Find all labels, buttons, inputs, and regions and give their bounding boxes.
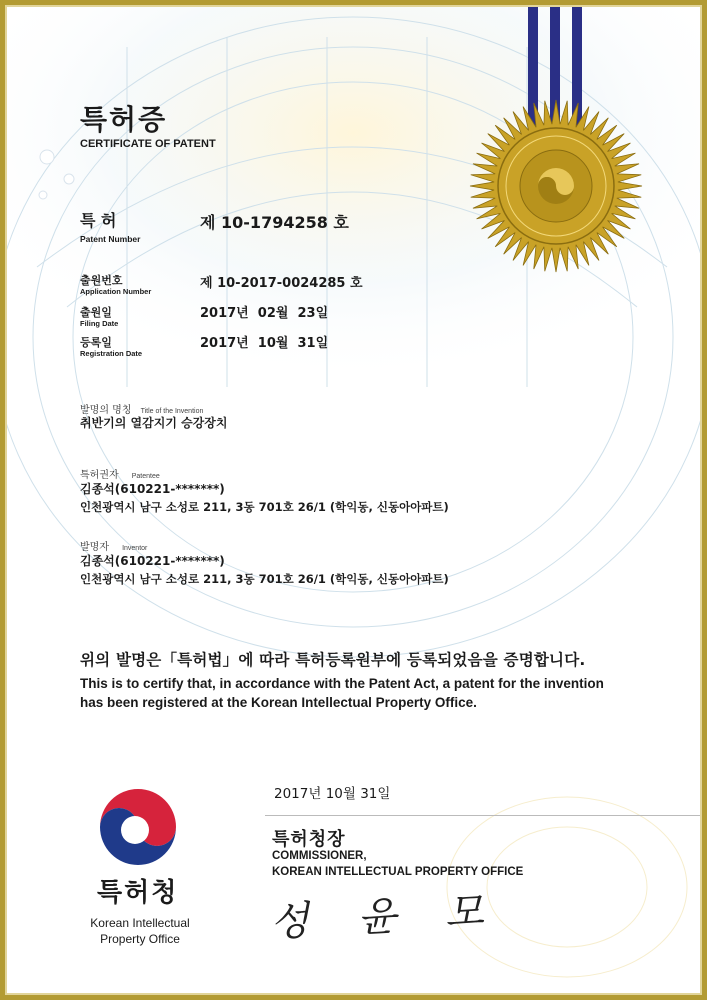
filing-date-label-ko: 출원일 [80,306,112,319]
patent-number-value: 제 10-1794258 호 [200,213,349,232]
commissioner-signature: 성 윤 모 [269,887,503,947]
registration-date-label-en: Registration Date [80,349,143,358]
registration-date-label-ko: 등록일 [80,336,112,349]
commissioner-title-en2: KOREAN INTELLECTUAL PROPERTY OFFICE [272,866,524,878]
filing-date-label-en: Filing Date [80,319,119,328]
certificate-title-ko: 특허증 [80,103,168,136]
patentee-name: 김종석(610221-*******) [80,482,225,496]
certificate-title-en: CERTIFICATE OF PATENT [80,138,216,150]
statement-en-line1: This is to certify that, in accordance with the Patent Act, a patent for the invention [80,676,604,691]
inventor-address: 인천광역시 남구 소성로 211, 3동 701호 26/1 (학익동, 신동아아파트) [80,572,449,586]
inventor-name: 김종석(610221-*******) [80,554,225,568]
patent-number-label-en: Patent Number [80,234,141,244]
inventor-label-ko: 발명자 [80,542,109,553]
application-label-ko: 출원번호 [80,274,123,287]
commissioner-title-ko: 특허청장 [272,829,346,850]
date-rule [265,815,700,816]
application-value: 제 10-2017-0024285 호 [200,276,363,291]
invention-label-ko: 발명의 명칭 [80,405,132,416]
registration-date-value: 2017년 10월 31일 [200,336,329,351]
kipo-name-ko: 특허청 [97,878,179,908]
inventor-label-en: Inventor [122,545,148,552]
filing-date-value: 2017년 02월 23일 [200,306,329,321]
gold-seal-icon [468,98,644,274]
statement-en-line2: has been registered at the Korean Intellectual Property Office. [80,695,477,710]
kipo-name-en1: Korean Intellectual [90,916,190,930]
patentee-address: 인천광역시 남구 소성로 211, 3동 701호 26/1 (학익동, 신동아아파트) [80,500,449,514]
commissioner-title-en1: COMMISSIONER, [272,850,367,862]
invention-label-en: Title of the Invention [140,408,204,415]
invention-title: 취반기의 열감지기 승강장치 [80,416,228,430]
statement-ko: 위의 발명은「특허법」에 따라 특허등록원부에 등록되었음을 증명합니다. [80,651,586,669]
application-label-en: Application Number [80,287,152,296]
issue-date: 2017년 10월 31일 [274,786,391,802]
kipo-name-en2: Property Office [100,932,180,946]
kipo-taegeuk-logo-icon [95,784,181,870]
patentee-label-en: Patentee [131,473,160,480]
patentee-label-ko: 특허권자 [80,470,119,481]
patent-number-label-ko: 특 허 [80,211,117,230]
